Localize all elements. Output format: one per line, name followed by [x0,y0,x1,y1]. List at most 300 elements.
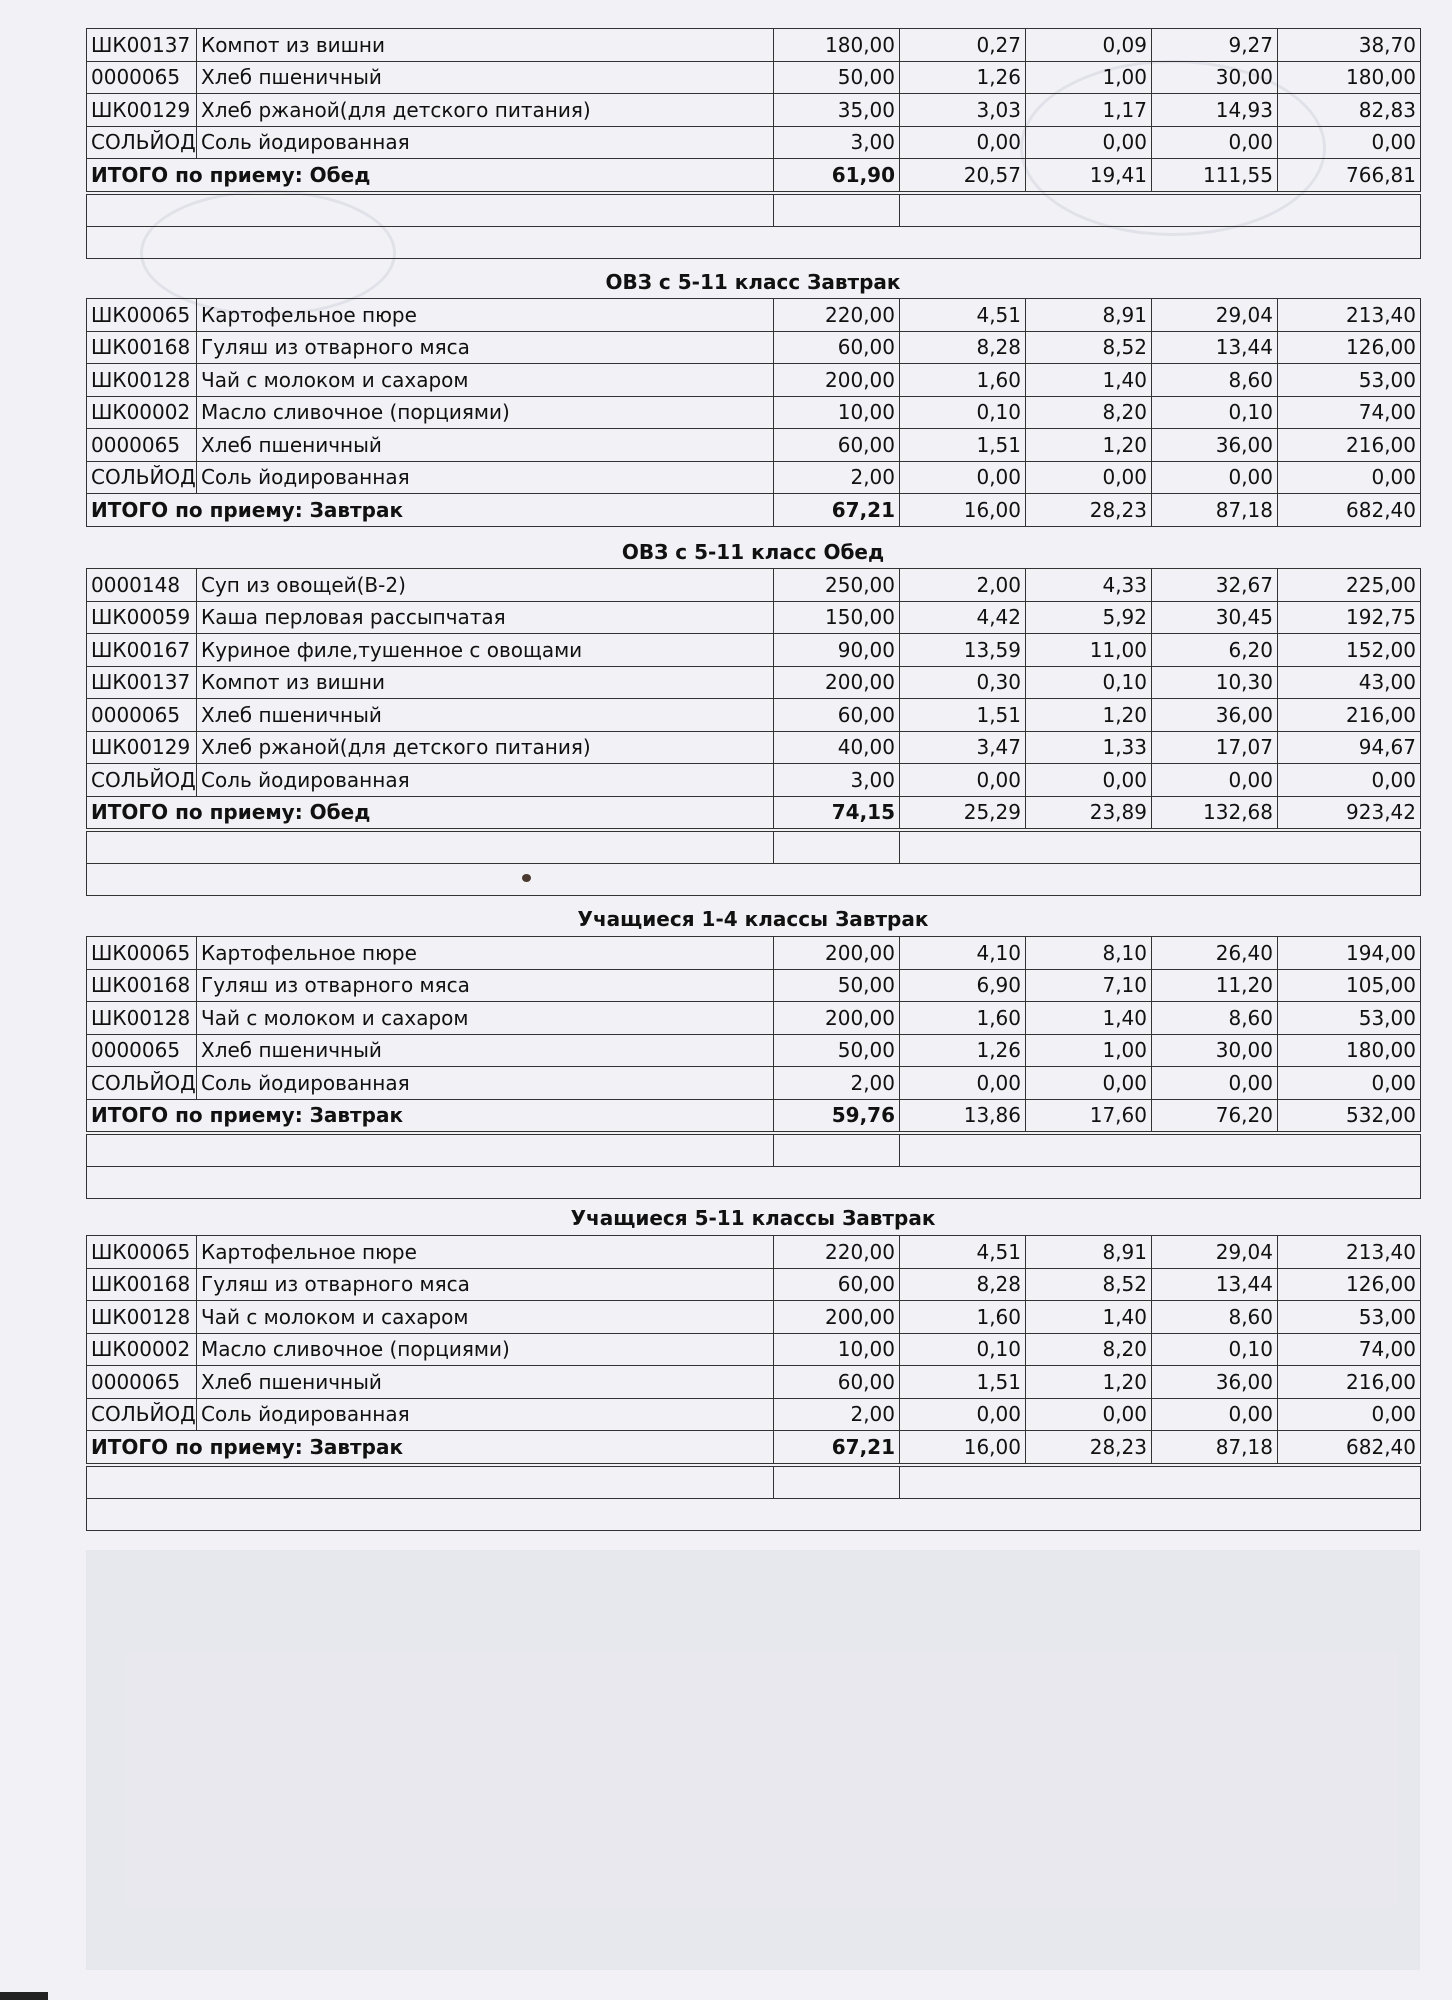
table-row [87,731,1421,764]
total-label: ИТОГО по приему: Завтрак [87,1099,774,1132]
fat-value: 7,10 [1026,969,1152,1002]
fat-value: 1,33 [1026,731,1152,764]
carbs-value: 0,10 [1152,396,1278,429]
table-row [87,364,1421,397]
carbs-value: 0,00 [1152,1398,1278,1431]
carbs-value: 26,40 [1152,937,1278,970]
item-code: ШК00129 [87,94,197,127]
item-code: ШК00065 [87,299,197,332]
total-calories: 766,81 [1278,159,1421,192]
item-code: ШК00002 [87,1333,197,1366]
fat-value: 8,52 [1026,331,1152,364]
portion-weight: 50,00 [774,1034,900,1067]
protein-value: 1,51 [900,429,1026,462]
table-row [87,569,1421,602]
dish-name: Хлеб пшеничный [197,61,774,94]
carbs-value: 8,60 [1152,364,1278,397]
dish-name: Чай с молоком и сахаром [197,1301,774,1334]
dish-name: Картофельное пюре [197,1236,774,1269]
portion-weight: 60,00 [774,429,900,462]
dish-name: Чай с молоком и сахаром [197,1002,774,1035]
dish-name: Компот из вишни [197,666,774,699]
total-fat: 17,60 [1026,1099,1152,1132]
protein-value: 8,28 [900,1268,1026,1301]
item-code: ШК00065 [87,937,197,970]
fat-value: 8,91 [1026,299,1152,332]
calories-value: 216,00 [1278,1366,1421,1399]
fat-value: 4,33 [1026,569,1152,602]
protein-value: 4,51 [900,1236,1026,1269]
carbs-value: 0,00 [1152,126,1278,159]
protein-value: 13,59 [900,634,1026,667]
item-code: ШК00128 [87,364,197,397]
empty-cell [900,1135,1421,1167]
protein-value: 1,26 [900,61,1026,94]
item-code: СОЛЬЙОД [87,1398,197,1431]
dish-name: Картофельное пюре [197,937,774,970]
protein-value: 1,26 [900,1034,1026,1067]
fat-value: 1,17 [1026,94,1152,127]
calories-value: 94,67 [1278,731,1421,764]
calories-value: 82,83 [1278,94,1421,127]
protein-value: 0,00 [900,1398,1026,1431]
table-row [87,126,1421,159]
table-row [87,666,1421,699]
total-protein: 25,29 [900,796,1026,829]
menu-section [86,298,1420,527]
total-row [87,1431,1421,1464]
dish-name: Гуляш из отварного мяса [197,331,774,364]
total-fat: 28,23 [1026,1431,1152,1464]
item-code: ШК00137 [87,29,197,62]
item-code: ШК00167 [87,634,197,667]
table-row [87,299,1421,332]
total-weight: 61,90 [774,159,900,192]
carbs-value: 6,20 [1152,634,1278,667]
carbs-value: 0,10 [1152,1333,1278,1366]
item-code: СОЛЬЙОД [87,461,197,494]
table-row [87,699,1421,732]
empty-row [87,1466,1421,1498]
protein-value: 4,42 [900,601,1026,634]
fat-value: 1,00 [1026,61,1152,94]
table-row [87,634,1421,667]
item-code: ШК00128 [87,1301,197,1334]
total-carbs: 132,68 [1152,796,1278,829]
carbs-value: 36,00 [1152,429,1278,462]
carbs-value: 8,60 [1152,1301,1278,1334]
table-row [87,1067,1421,1100]
item-code: 0000065 [87,1366,197,1399]
table-row [87,429,1421,462]
menu-table [86,298,1421,527]
menu-table [86,1235,1421,1464]
carbs-value: 36,00 [1152,699,1278,732]
portion-weight: 200,00 [774,1301,900,1334]
item-code: 0000065 [87,429,197,462]
dish-name: Хлеб ржаной(для детского питания) [197,731,774,764]
total-weight: 59,76 [774,1099,900,1132]
fat-value: 8,52 [1026,1268,1152,1301]
portion-weight: 10,00 [774,396,900,429]
protein-value: 2,00 [900,569,1026,602]
empty-rows [86,831,1421,896]
dish-name: Хлеб пшеничный [197,429,774,462]
table-row [87,1333,1421,1366]
empty-cell [774,194,900,226]
empty-row [87,226,1421,258]
menu-section [86,568,1420,896]
portion-weight: 220,00 [774,299,900,332]
empty-cell [774,1135,900,1167]
empty-cell [900,1466,1421,1498]
carbs-value: 17,07 [1152,731,1278,764]
menu-section [86,936,1420,1199]
carbs-value: 29,04 [1152,299,1278,332]
item-code: ШК00128 [87,1002,197,1035]
calories-value: 180,00 [1278,1034,1421,1067]
total-weight: 67,21 [774,494,900,527]
menu-table [86,568,1421,829]
total-calories: 682,40 [1278,494,1421,527]
empty-cell [87,1135,774,1167]
empty-row [87,1135,1421,1167]
carbs-value: 30,00 [1152,61,1278,94]
calories-value: 213,40 [1278,299,1421,332]
portion-weight: 60,00 [774,1366,900,1399]
protein-value: 0,00 [900,764,1026,797]
menu-table [86,28,1421,192]
total-fat: 23,89 [1026,796,1152,829]
item-code: 0000065 [87,699,197,732]
dish-name: Гуляш из отварного мяса [197,1268,774,1301]
calories-value: 38,70 [1278,29,1421,62]
dish-name: Гуляш из отварного мяса [197,969,774,1002]
calories-value: 180,00 [1278,61,1421,94]
fat-value: 1,40 [1026,364,1152,397]
carbs-value: 0,00 [1152,461,1278,494]
table-row [87,601,1421,634]
empty-cell [87,1498,1421,1530]
item-code: ШК00137 [87,666,197,699]
calories-value: 105,00 [1278,969,1421,1002]
protein-value: 3,47 [900,731,1026,764]
portion-weight: 2,00 [774,461,900,494]
fat-value: 5,92 [1026,601,1152,634]
empty-row [87,832,1421,864]
protein-value: 0,00 [900,126,1026,159]
calories-value: 53,00 [1278,1301,1421,1334]
fat-value: 0,00 [1026,126,1152,159]
dish-name: Соль йодированная [197,764,774,797]
table-row [87,331,1421,364]
portion-weight: 90,00 [774,634,900,667]
empty-cell [774,832,900,864]
item-code: ШК00168 [87,331,197,364]
total-fat: 19,41 [1026,159,1152,192]
dish-name: Картофельное пюре [197,299,774,332]
dish-name: Соль йодированная [197,1398,774,1431]
portion-weight: 150,00 [774,601,900,634]
calories-value: 43,00 [1278,666,1421,699]
table-row [87,94,1421,127]
dish-name: Каша перловая рассыпчатая [197,601,774,634]
empty-row [87,1167,1421,1199]
portion-weight: 220,00 [774,1236,900,1269]
table-row [87,1301,1421,1334]
item-code: ШК00129 [87,731,197,764]
empty-cell [900,832,1421,864]
item-code: 0000065 [87,61,197,94]
total-protein: 13,86 [900,1099,1026,1132]
protein-value: 4,51 [900,299,1026,332]
table-row [87,1034,1421,1067]
fat-value: 11,00 [1026,634,1152,667]
protein-value: 0,10 [900,1333,1026,1366]
protein-value: 1,60 [900,364,1026,397]
dish-name: Соль йодированная [197,461,774,494]
calories-value: 0,00 [1278,126,1421,159]
section-title: ОВЗ с 5-11 класс Обед [621,540,885,564]
empty-rows [86,194,1421,259]
total-label: ИТОГО по приему: Завтрак [87,494,774,527]
protein-value: 0,30 [900,666,1026,699]
fat-value: 0,09 [1026,29,1152,62]
fat-value: 1,00 [1026,1034,1152,1067]
dish-name: Масло сливочное (порциями) [197,1333,774,1366]
empty-cell [87,832,774,864]
item-code: ШК00065 [87,1236,197,1269]
calories-value: 74,00 [1278,396,1421,429]
calories-value: 0,00 [1278,764,1421,797]
dish-name: Чай с молоком и сахаром [197,364,774,397]
total-carbs: 111,55 [1152,159,1278,192]
carbs-value: 13,44 [1152,331,1278,364]
carbs-value: 29,04 [1152,1236,1278,1269]
carbs-value: 30,00 [1152,1034,1278,1067]
calories-value: 0,00 [1278,1398,1421,1431]
fat-value: 8,91 [1026,1236,1152,1269]
fat-value: 8,10 [1026,937,1152,970]
empty-cell [87,864,1421,896]
carbs-value: 8,60 [1152,1002,1278,1035]
calories-value: 0,00 [1278,461,1421,494]
fat-value: 0,10 [1026,666,1152,699]
calories-value: 0,00 [1278,1067,1421,1100]
total-carbs: 76,20 [1152,1099,1278,1132]
calories-value: 126,00 [1278,1268,1421,1301]
dish-name: Хлеб пшеничный [197,1366,774,1399]
total-row [87,1099,1421,1132]
total-carbs: 87,18 [1152,494,1278,527]
item-code: 0000148 [87,569,197,602]
portion-weight: 200,00 [774,364,900,397]
portion-weight: 250,00 [774,569,900,602]
portion-weight: 3,00 [774,764,900,797]
empty-rows [86,1466,1421,1531]
carbs-value: 32,67 [1152,569,1278,602]
portion-weight: 10,00 [774,1333,900,1366]
fat-value: 1,20 [1026,429,1152,462]
section-title: ОВЗ с 5-11 класс Завтрак [605,270,901,294]
calories-value: 152,00 [1278,634,1421,667]
fat-value: 0,00 [1026,1398,1152,1431]
fat-value: 1,40 [1026,1002,1152,1035]
total-calories: 923,42 [1278,796,1421,829]
item-code: ШК00002 [87,396,197,429]
dish-name: Масло сливочное (порциями) [197,396,774,429]
fat-value: 8,20 [1026,396,1152,429]
portion-weight: 3,00 [774,126,900,159]
table-row [87,1366,1421,1399]
portion-weight: 200,00 [774,666,900,699]
total-calories: 532,00 [1278,1099,1421,1132]
table-row [87,969,1421,1002]
dish-name: Компот из вишни [197,29,774,62]
protein-value: 1,51 [900,1366,1026,1399]
portion-weight: 60,00 [774,699,900,732]
empty-row [87,1498,1421,1530]
item-code: СОЛЬЙОД [87,764,197,797]
table-row [87,396,1421,429]
item-code: СОЛЬЙОД [87,1067,197,1100]
carbs-value: 10,30 [1152,666,1278,699]
portion-weight: 60,00 [774,331,900,364]
portion-weight: 35,00 [774,94,900,127]
calories-value: 194,00 [1278,937,1421,970]
carbs-value: 0,00 [1152,1067,1278,1100]
total-weight: 74,15 [774,796,900,829]
table-row [87,29,1421,62]
table-row [87,1236,1421,1269]
dish-name: Куриное филе,тушенное с овощами [197,634,774,667]
calories-value: 213,40 [1278,1236,1421,1269]
empty-cell [87,1167,1421,1199]
portion-weight: 50,00 [774,969,900,1002]
total-label: ИТОГО по приему: Обед [87,159,774,192]
empty-rows [86,1134,1421,1199]
calories-value: 192,75 [1278,601,1421,634]
dish-name: Хлеб пшеничный [197,699,774,732]
menu-table [86,936,1421,1132]
fat-value: 0,00 [1026,1067,1152,1100]
fat-value: 8,20 [1026,1333,1152,1366]
carbs-value: 0,00 [1152,764,1278,797]
table-row [87,937,1421,970]
calories-value: 53,00 [1278,364,1421,397]
fat-value: 1,40 [1026,1301,1152,1334]
fat-value: 0,00 [1026,461,1152,494]
portion-weight: 50,00 [774,61,900,94]
item-code: ШК00168 [87,969,197,1002]
portion-weight: 60,00 [774,1268,900,1301]
carbs-value: 30,45 [1152,601,1278,634]
section-title: Учащиеся 1-4 классы Завтрак [577,907,929,931]
calories-value: 126,00 [1278,331,1421,364]
item-code: СОЛЬЙОД [87,126,197,159]
menu-section [86,1235,1420,1531]
section-title: Учащиеся 5-11 классы Завтрак [570,1206,936,1230]
total-label: ИТОГО по приему: Завтрак [87,1431,774,1464]
protein-value: 1,60 [900,1002,1026,1035]
carbs-value: 9,27 [1152,29,1278,62]
portion-weight: 200,00 [774,937,900,970]
bleed-through-table [86,1550,1420,1970]
protein-value: 0,00 [900,1067,1026,1100]
fat-value: 1,20 [1026,699,1152,732]
protein-value: 8,28 [900,331,1026,364]
item-code: ШК00059 [87,601,197,634]
total-label: ИТОГО по приему: Обед [87,796,774,829]
empty-cell [774,1466,900,1498]
protein-value: 4,10 [900,937,1026,970]
total-row [87,494,1421,527]
calories-value: 216,00 [1278,429,1421,462]
dish-name: Хлеб ржаной(для детского питания) [197,94,774,127]
table-row [87,61,1421,94]
total-weight: 67,21 [774,1431,900,1464]
portion-weight: 2,00 [774,1398,900,1431]
table-row [87,1002,1421,1035]
calories-value: 216,00 [1278,699,1421,732]
item-code: 0000065 [87,1034,197,1067]
carbs-value: 11,20 [1152,969,1278,1002]
total-protein: 16,00 [900,494,1026,527]
portion-weight: 2,00 [774,1067,900,1100]
empty-cell [87,226,1421,258]
protein-value: 1,60 [900,1301,1026,1334]
item-code: ШК00168 [87,1268,197,1301]
empty-row [87,194,1421,226]
scan-edge [0,1992,48,2000]
protein-value: 1,51 [900,699,1026,732]
carbs-value: 13,44 [1152,1268,1278,1301]
dish-name: Соль йодированная [197,1067,774,1100]
fat-value: 1,20 [1026,1366,1152,1399]
empty-cell [87,194,774,226]
total-calories: 682,40 [1278,1431,1421,1464]
total-protein: 20,57 [900,159,1026,192]
total-fat: 28,23 [1026,494,1152,527]
portion-weight: 200,00 [774,1002,900,1035]
calories-value: 53,00 [1278,1002,1421,1035]
total-row [87,796,1421,829]
calories-value: 225,00 [1278,569,1421,602]
protein-value: 0,10 [900,396,1026,429]
calories-value: 74,00 [1278,1333,1421,1366]
empty-cell [87,1466,774,1498]
dish-name: Соль йодированная [197,126,774,159]
table-row [87,461,1421,494]
total-row [87,159,1421,192]
protein-value: 0,00 [900,461,1026,494]
table-row [87,764,1421,797]
table-row [87,1398,1421,1431]
empty-cell [900,194,1421,226]
empty-row [87,864,1421,896]
dish-name: Хлеб пшеничный [197,1034,774,1067]
carbs-value: 14,93 [1152,94,1278,127]
table-row [87,1268,1421,1301]
protein-value: 0,27 [900,29,1026,62]
portion-weight: 180,00 [774,29,900,62]
total-protein: 16,00 [900,1431,1026,1464]
menu-section [86,28,1420,259]
fat-value: 0,00 [1026,764,1152,797]
portion-weight: 40,00 [774,731,900,764]
protein-value: 3,03 [900,94,1026,127]
total-carbs: 87,18 [1152,1431,1278,1464]
